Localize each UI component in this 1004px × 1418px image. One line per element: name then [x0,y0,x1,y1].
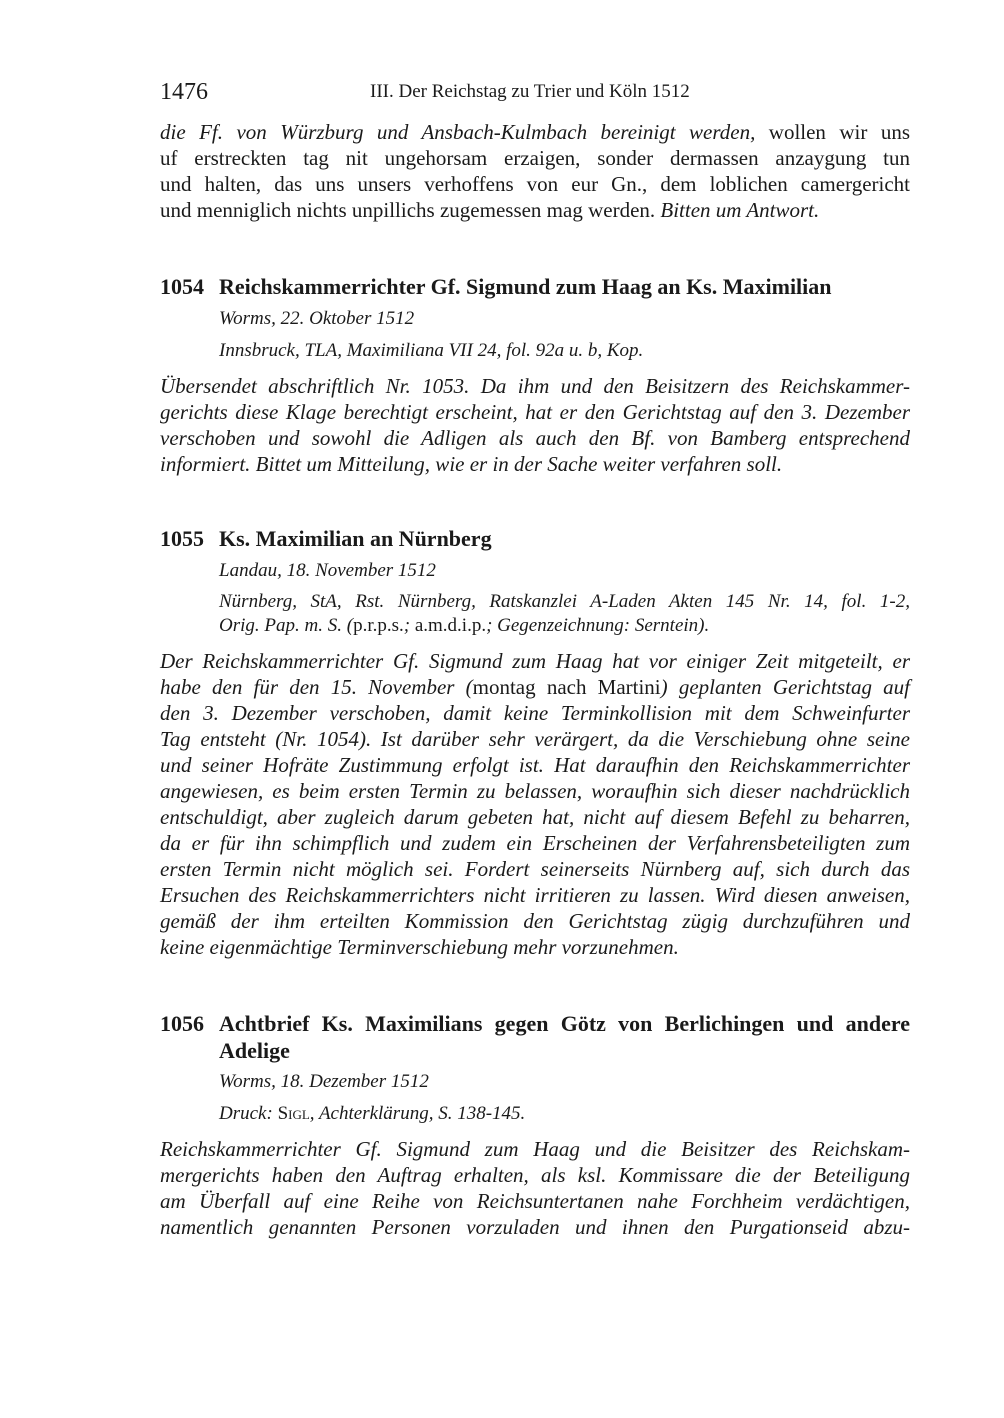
text-line: am Überfall auf eine Reihe von Reichsuntertanen nahe Forchheim verdächtigen, [160,1189,910,1213]
text-line: angewiesen, es beim ersten Termin zu belassen, woraufhin sich dieser nachdrücklich [160,779,910,803]
entry-number: 1054 [160,274,204,299]
entry-source: Druck: Sigl, Achterklärung, S. 138-145. [219,1103,526,1124]
text-line: und halten, das uns unsers verhoffens von eur Gn., dem loblichen camergericht [160,172,910,196]
entry-summary [160,648,910,960]
entry-title: Achtbrief Ks. Maximilians gegen Götz von Berlichingen und andere Adelige [219,1011,910,1063]
entry-title: Reichskammerrichter Gf. Sigmund zum Haag an Ks. Maximilian [219,274,832,299]
text-line: habe den für den 15. November (montag nach Martini) geplanten Gerichtstag auf [160,675,910,699]
text-line: informiert. Bittet um Mitteilung, wie er in der Sache weiter verfahren soll. [160,452,783,476]
text-line: und menniglich nichts unpillichs zugemessen mag werden. Bitten um Antwort. [160,198,820,222]
text-line: mergerichts haben den Auftrag erhalten, als ksl. Kommissare die der Beteiligung [160,1163,910,1187]
text-line: gemäß der ihm erteilten Kommission den Gerichtstag zügig durchzuführen und [160,909,910,933]
text-line: verschoben und sowohl die Adligen als auch den Bf. von Bamberg entsprechend [160,426,910,450]
entry-place-date: Landau, 18. November 1512 [219,560,436,581]
text-line: keine eigenmächtige Terminverschiebung mehr vorzunehmen. [160,935,679,959]
entry-source: Nürnberg, StA, Rst. Nürnberg, Ratskanzlei A-Laden Akten 145 Nr. 14, fol. 1-2, Orig. Pap. m. S. (p.r.p.s.; a.m.d.i.p.; Gegenzeichnung: Serntein). [219,591,910,636]
text-line: Tag entsteht (Nr. 1054). Ist darüber sehr verärgert, da die Verschiebung ohne seine [160,727,910,751]
entry-number: 1056 [160,1011,204,1036]
entry-summary [160,373,910,477]
entry-place-date: Worms, 22. Oktober 1512 [219,308,415,329]
entry-source: Innsbruck, TLA, Maximiliana VII 24, fol. 92a u. b, Kop. [219,340,644,361]
text-line: gerichts diese Klage berechtigt erscheint, hat er den Gerichtstag auf den 3. Dezember [160,400,910,424]
text-line: Der Reichskammerrichter Gf. Sigmund zum Haag hat vor einiger Zeit mitgeteilt, er [160,649,910,673]
entry-place-date: Worms, 18. Dezember 1512 [219,1071,429,1092]
text-line: die Ff. von Würzburg und Ansbach-Kulmbach bereinigt werden, wollen wir uns [160,120,910,144]
text-line: Übersendet abschriftlich Nr. 1053. Da ihm und den Beisitzern des Reichskammer- [160,374,910,398]
entry-title: Ks. Maximilian an Nürnberg [219,526,492,551]
page-number: 1476 [160,79,208,105]
continuation-paragraph [160,119,910,223]
text-line: Reichskammerrichter Gf. Sigmund zum Haag und die Beisitzer des Reichskam- [160,1137,910,1161]
text-line: Ersuchen des Reichskammerrichters nicht irritieren zu lassen. Wird diesen anweisen, [160,883,910,907]
text-line: den 3. Dezember verschoben, damit keine Terminkollision mit dem Schweinfurter [160,701,910,725]
running-title: III. Der Reichstag zu Trier und Köln 1512 [370,81,690,102]
text-line: entschuldigt, aber zugleich darum gebeten hat, nicht auf diesem Befehl zu beharren, [160,805,910,829]
text-line: namentlich genannten Personen vorzuladen und ihnen den Purgationseid abzu- [160,1215,910,1239]
text-line: da er für ihn schimpflich und zudem ein Erscheinen der Verfahrensbeteiligten zum [160,831,910,855]
text-line: ersten Termin nicht möglich sei. Fordert seinerseits Nürnberg auf, sich durch das [160,857,910,881]
text-line: uf erstreckten tag nit ungehorsam erzaigen, sonder dermassen anzaygung tun [160,146,910,170]
entry-summary [160,1136,910,1240]
text-line: und seiner Hofräte Zustimmung erfolgt ist. Hat daraufhin den Reichskammerrichter [160,753,910,777]
entry-number: 1055 [160,526,204,551]
